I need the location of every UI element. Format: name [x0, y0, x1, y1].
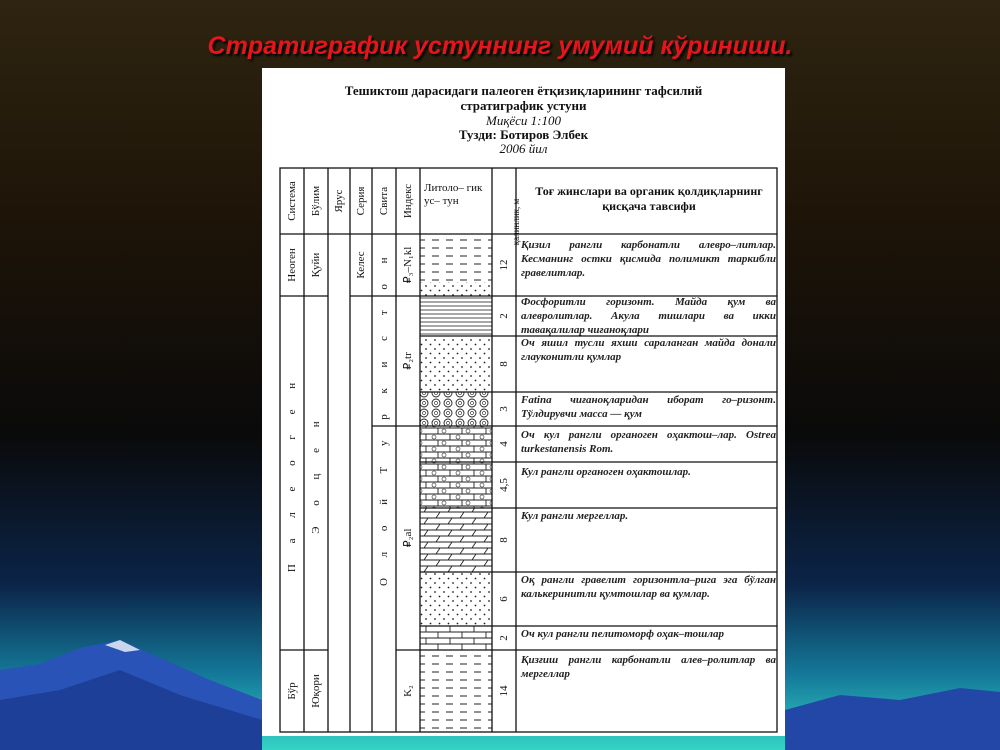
header-index: Индекс	[402, 183, 414, 219]
department-eocene: Э о ц е н	[310, 412, 322, 534]
index-p2al: ₽₂al	[402, 528, 414, 548]
thickness-value: 4,5	[498, 478, 510, 492]
header-department: Бўлим	[310, 185, 322, 217]
series-keles: Келес	[355, 251, 367, 279]
thickness-value: 2	[498, 635, 510, 641]
thickness-value: 14	[498, 685, 510, 697]
layer-description: Оч яшил тусли яхши сараланган майда донали глауконитли қумлар	[521, 337, 776, 363]
document-heading: Тешиктош дарасидаги палеоген ётқизиқларининг тафсилий	[344, 83, 703, 98]
suite-alay: О л о й	[378, 489, 390, 587]
stratigraphic-column-document	[262, 68, 785, 736]
layer-description: Fatina чиғаноқларидан иборат го–ризонт. Тўлдирувчи масса — қум	[521, 394, 776, 420]
thickness-value: 4	[498, 441, 510, 447]
thickness-value: 3	[498, 406, 510, 412]
document-scale: Миқёси 1:100	[485, 113, 562, 128]
thickness-value: 6	[498, 596, 510, 602]
system-paleogene: П а л е о г е н	[286, 373, 298, 573]
system-cretaceous: Бўр	[286, 682, 298, 700]
index-p2tr: ₽₂tr	[402, 352, 414, 370]
thickness-value: 8	[498, 361, 510, 367]
header-series: Серия	[355, 186, 367, 216]
layer-description: Оч кул рангли пелитоморф оҳак–тошлар	[521, 628, 724, 640]
header-lithology: Литоло– гик ус– тун	[424, 182, 483, 207]
thickness-value: 12	[498, 259, 510, 271]
thickness-value: 8	[498, 537, 510, 543]
layer-description: Оч кул рангли органоген оҳактош–лар. Ostrea turkestanensis Rom.	[521, 429, 776, 455]
layer-description: Қизил рангли карбонатли алевро–литлар. Кесманинг остки қисмида полимикт таркибли гравелитлар.	[521, 239, 776, 279]
header-suite: Свита	[378, 186, 390, 216]
layer-description: Кул рангли органоген оҳактошлар.	[521, 466, 691, 478]
layer-description: Кул рангли мергеллар.	[521, 510, 629, 522]
header-system: Система	[286, 181, 298, 221]
document-year: 2006 йил	[499, 141, 548, 156]
header-thickness: қалинлик, м	[511, 198, 521, 246]
index-p3-n1kl: ₽₃–N₁kl	[402, 246, 414, 284]
header-description: Тоғ жинслари ва органик қолдиқларнинг қисқача тавсифи	[535, 184, 763, 213]
document-heading-line2: стратиграфик устуни	[460, 98, 587, 113]
layer-description: Оқ рангли гравелит горизонтла–рига эга бўлган калькеринитли қумтошлар ва қумлар.	[521, 574, 776, 600]
suite-turkestan: Т у р к и с т о н	[378, 248, 390, 474]
layer-description: Фосфоритли горизонт. Майда қум ва алевролитлар. Акула тишлари ва икки тавақалилар чиғаноқлари	[521, 296, 776, 336]
thickness-value: 2	[498, 313, 510, 319]
index-k2: K₂	[402, 685, 414, 697]
header-stage: Ярус	[333, 189, 345, 213]
department-lower: Қуйи	[310, 252, 322, 278]
slide-title: Стратиграфик устуннинг умумий кўриниши.	[207, 32, 793, 60]
department-upper: Юқори	[310, 674, 322, 708]
layer-description: Қизғиш рангли карбонатли алев–ролитлар ва мергеллар	[521, 654, 776, 680]
system-neogene: Неоген	[286, 248, 298, 282]
document-author: Тузди: Ботиров Элбек	[458, 127, 589, 142]
